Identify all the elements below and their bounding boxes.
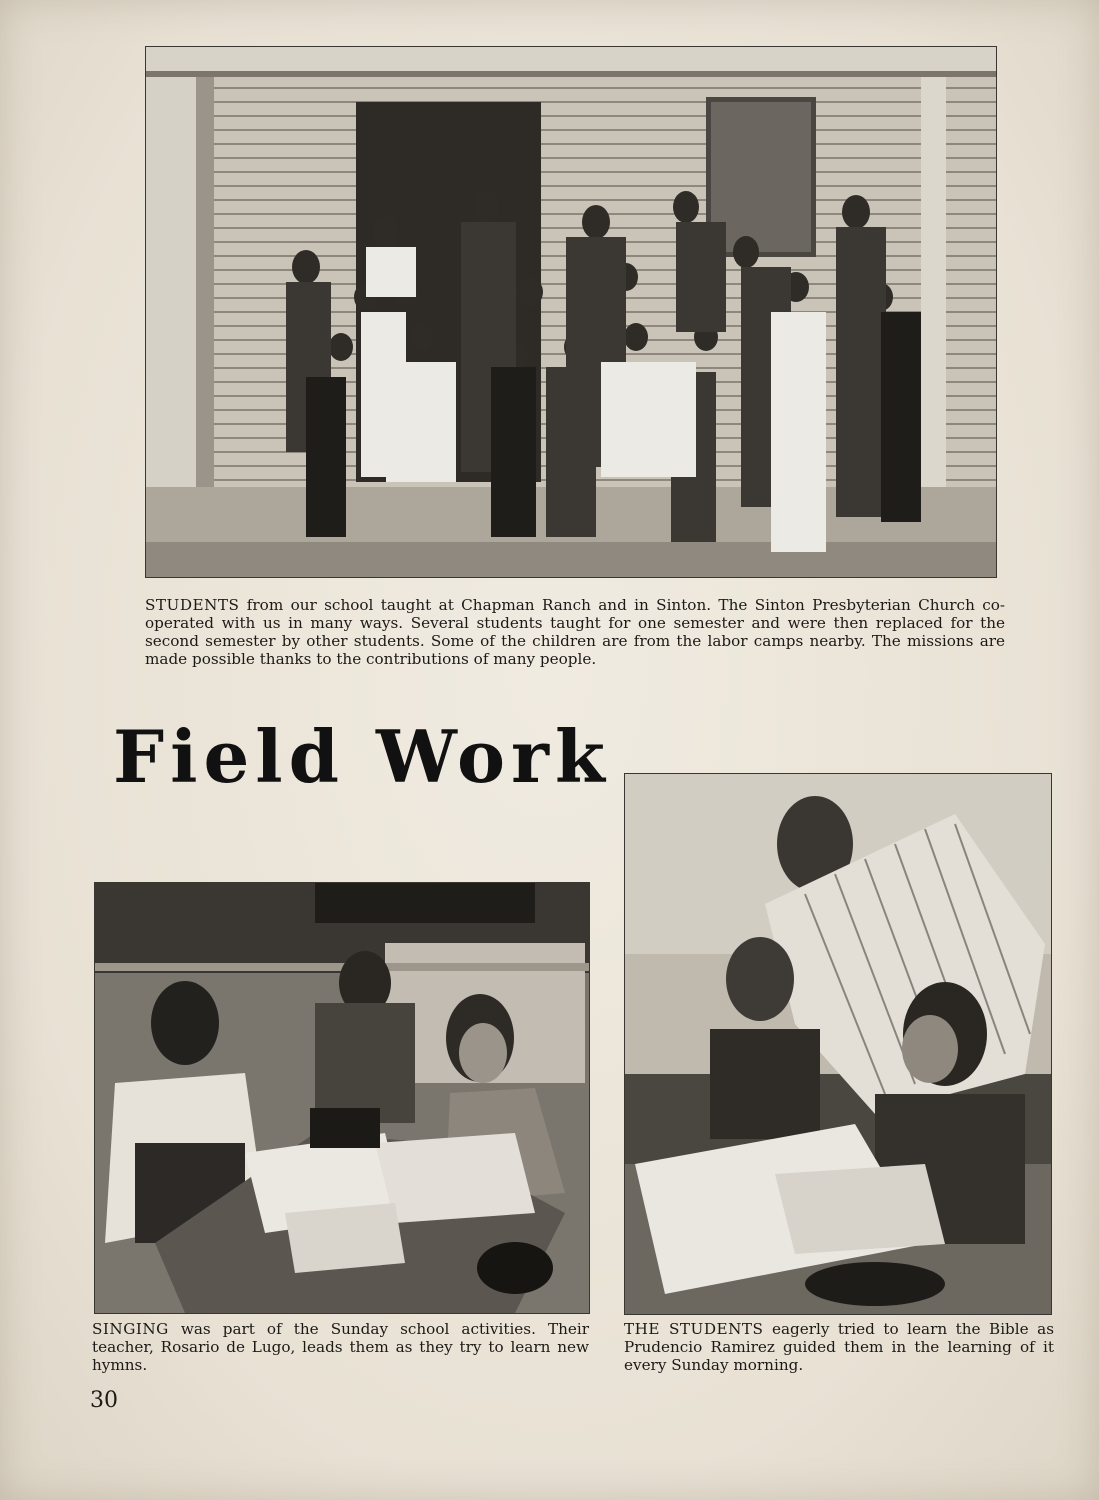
caption-bottom-left-lead: SINGING (92, 1320, 169, 1338)
caption-top (145, 596, 1005, 668)
caption-bottom-right-lead: THE STUDENTS (624, 1320, 764, 1338)
caption-bottom-left (92, 1320, 589, 1374)
section-heading: Field Work (113, 714, 611, 799)
photo-student-teacher (624, 773, 1052, 1315)
caption-top-lead: STUDENTS (145, 596, 240, 614)
sunday-school-photo-illustration (95, 883, 589, 1313)
caption-bottom-right-body: eagerly tried to learn the Bible as Prudencio Ramirez guided them in the learning of it every Sunday morning. (624, 1320, 1054, 1374)
student-teacher-photo-illustration (625, 774, 1051, 1314)
page-number: 30 (90, 1388, 118, 1413)
caption-bottom-right (624, 1320, 1054, 1374)
caption-top-body: from our school taught at Chapman Ranch and in Sinton. The Sinton Presbyterian Church co-operated with us in many ways. Several students taught for one semester and were then replaced for the second semester by other students. Some of the children are from the labor camps nearby. The missions are made possible thanks to the contributions of many people. (145, 596, 1005, 668)
caption-bottom-left-body: was part of the Sunday school activities. Their teacher, Rosario de Lugo, leads them as they try to learn new hymns. (92, 1320, 589, 1374)
photo-children-on-porch (145, 46, 997, 578)
photo-sunday-school-singing (94, 882, 590, 1314)
porch-photo-illustration (146, 47, 996, 577)
